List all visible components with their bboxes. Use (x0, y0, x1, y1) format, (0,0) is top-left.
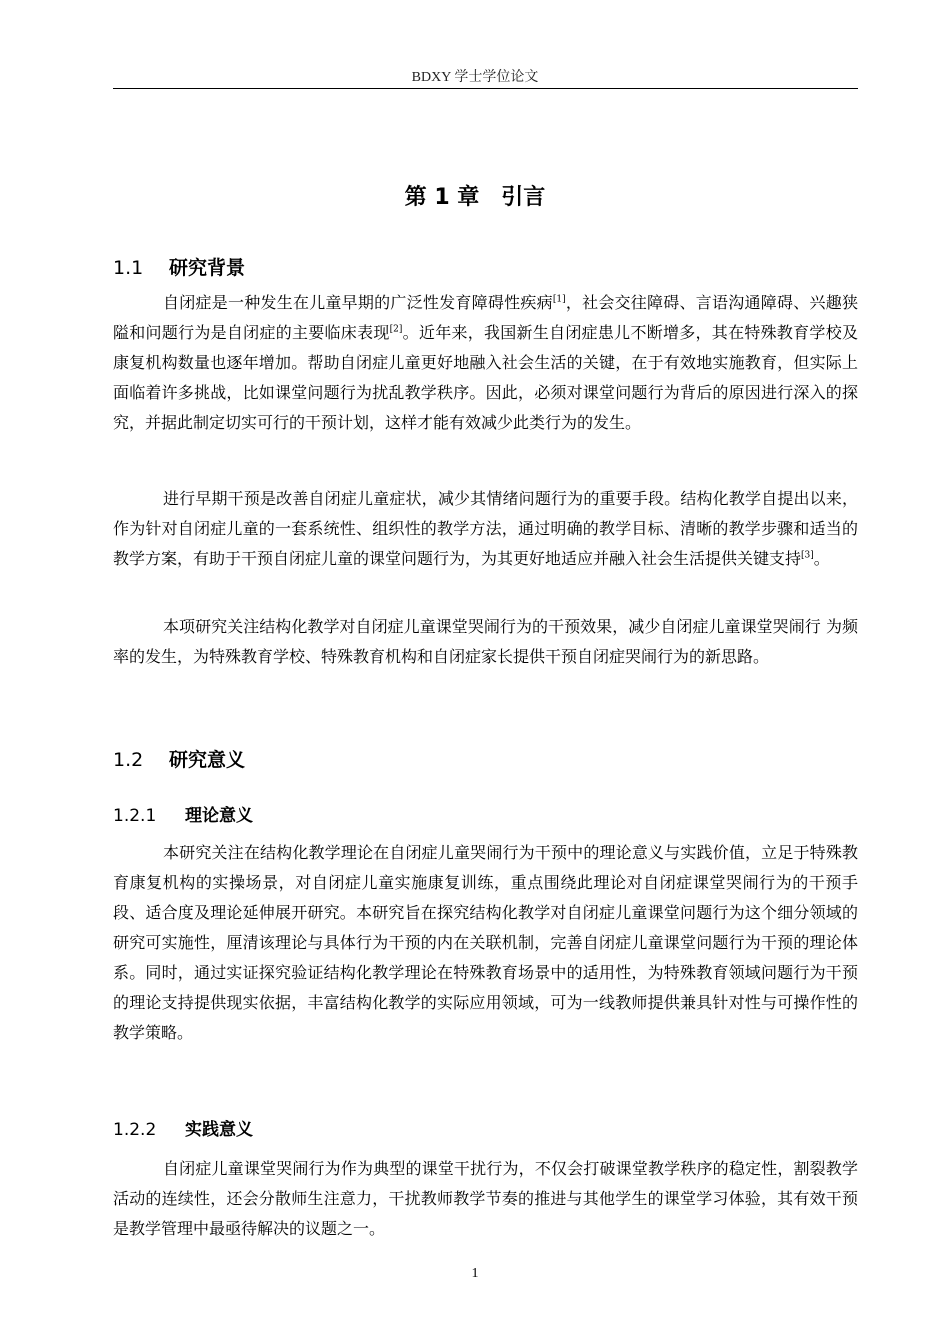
text-run: 。 (813, 549, 830, 568)
subsection-number: 1.2.1 (113, 806, 157, 826)
subsection-number: 1.2.2 (113, 1120, 157, 1140)
text-run: 。近年来，我国新生自闭症患儿不断增多，其在特殊教育学校及康复机构数量也逐年增加。帮助自闭症儿童更好地融入社会生活的关键，在于有效地实施教育，但实际上面临着许多挑战，比如课堂问题行为扰乱教学秩序。因此，必须对课堂问题行为背后的原因进行深入的探究，并据此制定切实可行的干预计划，这样才能有效减少此类行为的发生。 (113, 323, 858, 432)
citation-2[interactable]: [2] (389, 324, 403, 335)
section-title: 研究背景 (169, 257, 246, 279)
section-title: 研究意义 (169, 749, 246, 771)
paragraph-theoretical: 本研究关注在结构化教学理论在自闭症儿童哭闹行为干预中的理论意义与实践价值，立足于特殊教育康复机构的实操场景，对自闭症儿童实施康复训练，重点围绕此理论对自闭症课堂哭闹行为的干预手段、适合度及理论延伸展开研究。本研究旨在探究结构化教学对自闭症儿童课堂问题行为这个细分领域的研究可实施性，厘清该理论与具体行为干预的内在关联机制，完善自闭症儿童课堂问题行为干预的理论体系。同时，通过实证探究验证结构化教学理论在特殊教育场景中的适用性，为特殊教育领域问题行为干预的理论支持提供现实依据，丰富结构化教学的实际应用领域，可为一线教师提供兼具针对性与可操作性的教学策略。 (113, 843, 858, 1042)
text-run: 自闭症是一种发生在儿童早期的广泛性发育障碍性疾病 (163, 293, 553, 312)
section-number: 1.1 (113, 257, 144, 279)
page-number: 1 (471, 1266, 479, 1281)
text-run: ，社会交往障碍、言语沟通障碍、兴趣狭隘和问题行为是自闭症的主要临床表现 (113, 293, 858, 342)
citation-3[interactable]: [3] (801, 550, 814, 561)
paragraph-practical: 自闭症儿童课堂哭闹行为作为典型的课堂干扰行为，不仅会打破课堂教学秩序的稳定性，割裂教学活动的连续性，还会分散师生注意力，干扰教师教学节奏的推进与其他学生的课堂学习体验，其有效干预是教学管理中最亟待解决的议题之一。 (113, 1159, 858, 1238)
citation-1[interactable]: [1] (552, 294, 566, 305)
paragraph-background-2 (113, 484, 858, 574)
subsection-title: 理论意义 (185, 806, 253, 826)
subsection-heading-1-2-2 (113, 1115, 253, 1140)
text-run: 进行早期干预是改善自闭症儿童症状，减少其情绪问题行为的重要手段。结构化教学自提出以来，作为针对自闭症儿童的一套系统性、组织性的教学方法，通过明确的教学目标、清晰的教学步骤和适当的教学方案，有助于干预自闭症儿童的课堂问题行为，为其更好地适应并融入社会生活提供关键支持 (113, 489, 858, 568)
subsection-title: 实践意义 (185, 1120, 253, 1140)
paragraph-background-1 (113, 288, 858, 438)
running-header: BDXY 学士学位论文 (411, 70, 539, 85)
paragraph-background-3: 本项研究关注结构化教学对自闭症儿童课堂哭闹行为的干预效果，减少自闭症儿童课堂哭闹行 为频率的发生，为特殊教育学校、特殊教育机构和自闭症家长提供干预自闭症哭闹行为的新思路。 (113, 617, 858, 666)
chapter-title: 第 1 章 引言 (404, 185, 546, 210)
section-heading-1-1 (113, 253, 245, 280)
section-heading-1-2 (113, 745, 245, 772)
header-rule (113, 88, 858, 89)
subsection-heading-1-2-1 (113, 801, 253, 826)
section-number: 1.2 (113, 749, 144, 771)
